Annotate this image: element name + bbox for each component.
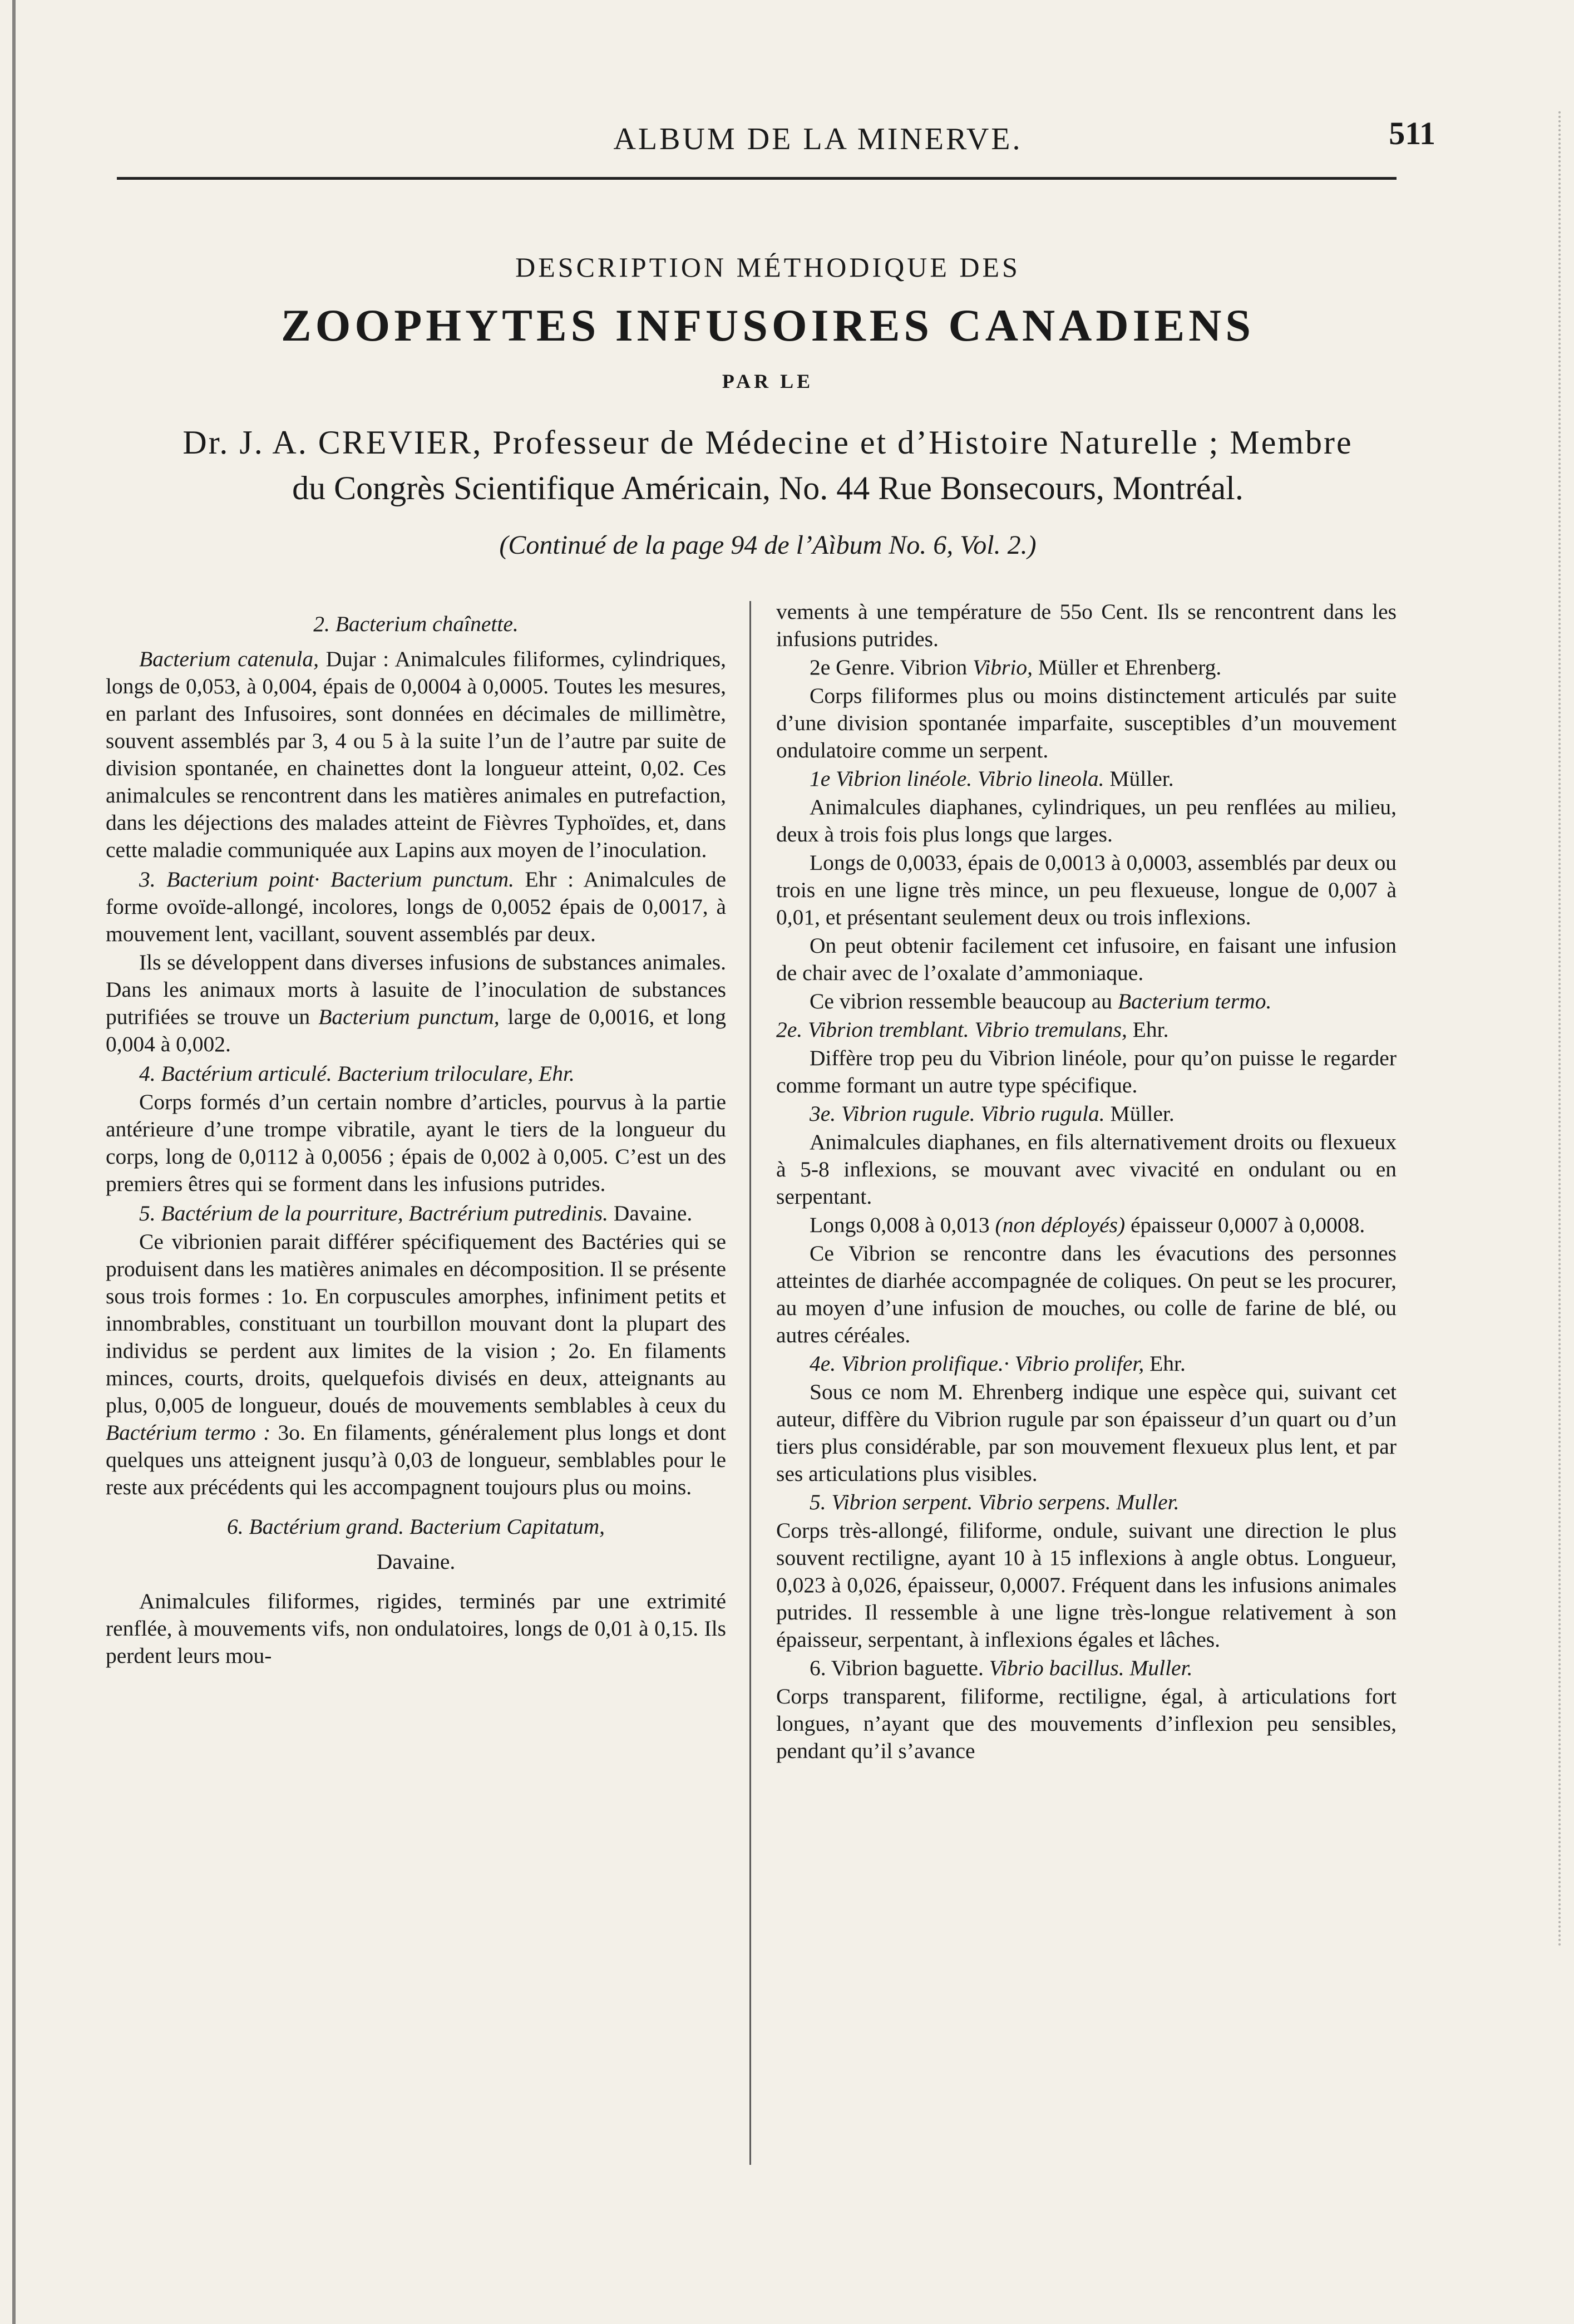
title-block — [89, 245, 1447, 568]
entry-title-bacterium-triloculare: 4. Bactérium articulé. Bacterium triloculare, Ehr. — [139, 1061, 575, 1086]
genus-name: Vibrio, — [973, 655, 1033, 680]
entry-author: Ehr. — [1149, 1351, 1186, 1376]
paragraph-text: Ce vibrion ressemble beaucoup au — [810, 989, 1113, 1013]
paragraph-bacterium-triloculare: Corps formés d’un certain nombre d’articles, pourvus à la partie antérieure d’une trompe vibratile, ayant le tiers de la longueur du corps, long de 0,0112 à 0,0056 ; épais de 0,002 à 0,005. C’est un des premiers êtres qui se forment dans les infusions putrides. — [106, 1090, 726, 1196]
page-number: 511 — [1389, 115, 1435, 151]
entry-title: 6. Vibrion baguette. — [810, 1656, 984, 1680]
species-name: Bacterium termo. — [1117, 989, 1272, 1013]
author-block — [89, 420, 1447, 511]
genus-heading-vibrio — [776, 654, 1397, 681]
species-name: Vibrio bacillus. Muller. — [989, 1656, 1193, 1680]
entry-title-vibrio-bacillus — [776, 1655, 1397, 1682]
entry-author: Müller. — [1110, 1101, 1175, 1126]
paragraph-text: Ehr : Animalcules de forme ovoïde-allongé, incolores, longs de 0,0052 épais de 0,0017, à mouvement lent, vacillant, souvent assemblés par deux. — [106, 867, 727, 946]
entry-title-bacterium-capitatum: 6. Bactérium grand. Bacterium Capitatum, — [226, 1514, 605, 1539]
entry-title-vibrio-lineola — [776, 765, 1397, 792]
paragraph-bacterium-putredinis — [106, 1228, 726, 1501]
paragraph-vibrio-rugula-size — [776, 1212, 1397, 1239]
paragraph-text: épaisseur 0,0007 à 0,0008. — [1131, 1213, 1365, 1237]
paragraph-vibrio-rugula: Animalcules diaphanes, en fils alternativement droits ou flexueux à 5-8 inflexions, se mouvant avec vivacité en ondulant ou en serpentant. — [776, 1130, 1397, 1209]
article-title: ZOOPHYTES INFUSOIRES CANADIENS — [280, 300, 1255, 351]
paragraph-vibrio-lineola-compare — [776, 988, 1397, 1015]
running-header — [189, 111, 1435, 161]
italic-note: (non déployés) — [995, 1213, 1126, 1237]
entry-title: 4e. Vibrion prolifique.· Vibrio prolifer, — [810, 1351, 1144, 1376]
entry-author: Davaine. — [613, 1201, 693, 1225]
genus-authors: Müller et Ehrenberg. — [1038, 655, 1222, 680]
paragraph-vibrio-lineola: Animalcules diaphanes, cylindriques, un peu renflées au milieu, deux à trois fois plus longs que larges. — [776, 795, 1397, 846]
paragraph-text: Ce vibrionien parait différer spécifiquement des Bactéries qui se produisent dans les matières animales en décomposition. Il se présente sous trois formes : 1o. En corpuscules amorphes, infiniment petits et innombrables, constituant un tourbillon mouvant dont la plupart des individus se perdent aux limites de la vision ; 2o. En filaments minces, courts, droits, quelquefois divisés en deux, atteignants au plus, 0,005 de longueur, doués de mouvements semblables à ceux du — [106, 1229, 726, 1417]
paragraph-genus-vibrio: Corps filiformes plus ou moins distinctement articulés par suite d’une division spontanée imparfaite, susceptibles d’un mouvement ondulatoire comme un serpent. — [776, 683, 1397, 762]
author-line-2: du Congrès Scientifique Américain, No. 44 Rue Bonsecours, Montréal. — [292, 470, 1244, 506]
paragraph-text: 3o. En filaments, généralement plus longs et dont quelques uns atteignent jusqu’à 0,03 de longueur, semblables pour le reste aux précédents qui les accompagnent toujours plus ou moins. — [106, 1420, 727, 1499]
column-divider — [749, 601, 751, 2165]
entry-title-bacterium-putredinis — [106, 1200, 726, 1227]
right-column — [776, 598, 1397, 1766]
paragraph-vibrio-rugula-habitat: Ce Vibrion se rencontre dans les évacutions des personnes atteintes de diarhée accompagnée de coliques. On peut se les procurer, au moyen d’une infusion de mouches, ou colle de farine de blé, ou autres céréales. — [776, 1241, 1397, 1347]
species-name: Bacterium punctum, — [318, 1005, 500, 1029]
scan-edge-dots — [1558, 111, 1566, 1948]
byline-par-le: PAR LE — [722, 370, 814, 392]
paragraph-vibrio-lineola-obtain: On peut obtenir facilement cet infusoire, en faisant une infusion de chair avec de l’oxalate d’ammoniaque. — [776, 933, 1397, 985]
paragraph-text: Longs 0,008 à 0,013 — [810, 1213, 990, 1237]
entry-title-vibrio-prolifer — [776, 1350, 1397, 1377]
paragraph-vibrio-prolifer: Sous ce nom M. Ehrenberg indique une espèce qui, suivant cet auteur, diffère du Vibrion rugule par son épaisseur d’un quart ou d’un tiers plus considérable, par son mouvement flexueux plus lent, et par ses articulations plus visibles. — [776, 1380, 1397, 1486]
species-name: Bactérium termo : — [106, 1420, 271, 1445]
paragraph-vibrio-serpens: Corps très-allongé, filiforme, ondule, suivant une direction le plus souvent rectiligne, ayant 10 à 15 inflexions à angle obtus. Longueur, 0,023 à 0,026, épaisseur, 0,0007. Fréquent dans les infusions animales putrides. Il ressemble à une ligne très-longue relativement à son épaisseur, serpentant, à inflexions égales et lâches. — [776, 1518, 1397, 1652]
title-kicker: DESCRIPTION MÉTHODIQUE DES — [515, 252, 1020, 283]
entry-title-vibrio-rugula — [776, 1100, 1397, 1127]
paragraph-continuation: vements à une température de 55o Cent. Ils se rencontrent dans les infusions putrides. — [776, 599, 1397, 651]
left-column — [106, 598, 726, 1671]
header-rule — [117, 177, 1397, 180]
section-heading-2: 2. Bacterium chaînette. — [313, 612, 519, 636]
entry-title: 3. Bacterium point· Bacterium punctum. — [139, 867, 514, 892]
entry-title-vibrio-serpens: 5. Vibrion serpent. Vibrio serpens. Muller. — [810, 1490, 1180, 1514]
entry-title: 3e. Vibrion rugule. Vibrio rugula. — [810, 1101, 1105, 1126]
species-name: Bacterium catenula, — [139, 647, 319, 671]
genus-label: 2e Genre. Vibrion — [810, 655, 968, 680]
paragraph-vibrio-tremulans: Diffère trop peu du Vibrion linéole, pour qu’on puisse le regarder comme formant un autre type spécifique. — [776, 1046, 1397, 1097]
entry-author-davaine: Davaine. — [376, 1549, 456, 1574]
entry-title-vibrio-tremulans — [776, 1016, 1397, 1043]
paragraph-vibrio-lineola-size: Longs de 0,0033, épais de 0,0013 à 0,0003, assemblés par deux ou trois en une ligne très mince, un peu flexueuse, longue de 0,007 à 0,01, et présentant seulement deux ou trois inflexions. — [776, 850, 1397, 929]
paragraph-bacterium-catenula — [106, 646, 726, 864]
page-edge-shadow — [12, 0, 16, 2324]
entry-author: Ehr. — [1132, 1017, 1169, 1042]
paragraph-vibrio-bacillus: Corps transparent, filiforme, rectiligne, égal, à articulations fort longues, n’ayant que des mouvements d’inflexion peu sensibles, pendant qu’il s’avance — [776, 1684, 1397, 1763]
entry-title: 1e Vibrion linéole. Vibrio lineola. — [810, 766, 1104, 791]
paragraph-bacterium-capitatum: Animalcules filiformes, rigides, terminés par une extrimité renflée, à mouvements vifs, non ondulatoires, longs de 0,01 à 0,15. Ils perdent leurs mou- — [106, 1589, 726, 1668]
paragraph-bacterium-punctum-habitat — [106, 949, 726, 1058]
entry-author: Müller. — [1109, 766, 1174, 791]
running-title: ALBUM DE LA MINERVE. — [613, 122, 1023, 156]
continued-note: (Continué de la page 94 de l’Aìbum No. 6, Vol. 2.) — [499, 530, 1037, 560]
paragraph-text: Dujar : Animalcules filiformes, cylindriques, longs de 0,053, à 0,004, épais de 0,0004 à 0,0005. Toutes les mesures, en parlant des Infusoires, sont données en décimales de millimètre, souvent assemblés par 3, 4 ou 5 à la suite l’un de l’autre par suite de division spontanée, en chainettes dont la longueur atteint, 0,02. Ces animalcules se rencontrent dans les matières animales en putrefaction, dans les déjections des malades atteint de Fièvres Typhoïdes, et, dans cette maladie communiquée aux Lapins aux moyen de l’inoculation. — [106, 647, 726, 862]
paragraph-text: Ils se développent dans diverses infusions de substances animales. Dans les animaux morts à lasuite de l’inoculation de substances putrifiées se trouve un — [106, 950, 726, 1029]
author-line-1: Dr. J. A. CREVIER, Professeur de Médecine et d’Histoire Naturelle ; Membre — [182, 424, 1353, 461]
entry-title: 2e. Vibrion tremblant. Vibrio tremulans, — [776, 1017, 1127, 1042]
paragraph-text: large de 0,0016, et long 0,004 à 0,002. — [106, 1005, 727, 1056]
paragraph-bacterium-punctum — [106, 866, 726, 948]
entry-title: 5. Bactérium de la pourriture, Bactrérium putredinis. — [139, 1201, 608, 1225]
